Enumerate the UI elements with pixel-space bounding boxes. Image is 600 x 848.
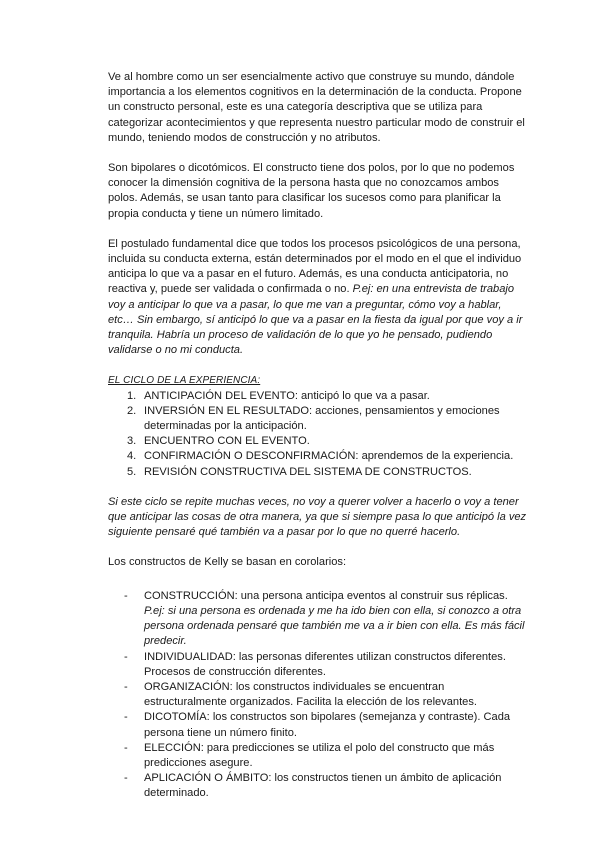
step-text: INVERSIÓN EN EL RESULTADO: acciones, pensamientos y emociones determinadas por la anticipación. (144, 404, 500, 433)
step-number: 2. (127, 404, 137, 417)
step-number: 1. (127, 389, 137, 402)
paragraph-bipolar: Son bipolares o dicotómicos. El constructo tiene dos polos, por lo que no podemos conocer la dimensión cognitiva de la persona hasta que no conozcamos ambos polos. Además, se usan tanto para clasificar los sucesos como para planificar la propia conducta y tiene un número limitado. (108, 162, 515, 220)
postulate-example: P.ej: en una entrevista de trabajo voy a anticipar lo que va a pasar, lo que me van a preguntar, cómo voy a hablar, etc… Sin embargo, sí anticipó lo que va a pasar en la fiesta da igual por que voy a ir tranquila. Habría un proceso de validación de lo que yo he pensado, pudiendo validarse o no mi conducta. (108, 283, 523, 357)
cycle-step (108, 389, 528, 404)
dash-marker: - (124, 772, 128, 785)
corollaries-intro: Los constructos de Kelly se basan en corolarios: (108, 556, 347, 569)
corollary-item (108, 771, 528, 801)
dash-marker: - (124, 680, 128, 693)
dash-marker: - (124, 650, 128, 663)
cycle-step (108, 449, 528, 464)
step-text: ANTICIPACIÓN DEL EVENTO: anticipó lo que va a pasar. (144, 389, 430, 402)
corollary-text: INDIVIDUALIDAD: las personas diferentes utilizan constructos diferentes. Procesos de construcción diferentes. (144, 650, 506, 678)
cycle-note: Si este ciclo se repite muchas veces, no voy a querer volver a hacerlo o voy a tener que anticipar las cosas de otra manera, ya que si siempre pasa lo que anticipó la vez siguiente pensaré qué también va a pasar por lo que no querré hacerlo. (108, 495, 527, 539)
cycle-step (108, 465, 528, 480)
document-page (108, 70, 528, 802)
cycle-step (108, 404, 528, 434)
corollary-text: CONSTRUCCIÓN: una persona anticipa eventos al construir sus réplicas. (144, 589, 508, 602)
corollary-example: P.ej: si una persona es ordenada y me ha ido bien con ella, si conozco a otra persona ordenada pensaré que también me va a ir bien con ella. Es más fácil predecir. (144, 604, 525, 648)
paragraph-intro: Ve al hombre como un ser esencialmente activo que construye su mundo, dándole importancia a los elementos cognitivos en la determinación de la conducta. Propone un constructo personal, este es una categoría descriptiva que se utiliza para categorizar acontecimientos y que representa nuestro particular modo de construir el mundo, teniendo modos de construcción y no atributos. (108, 71, 525, 144)
cycle-steps-list (108, 389, 528, 480)
corollary-item (108, 589, 528, 650)
step-text: ENCUENTRO CON EL EVENTO. (144, 435, 310, 448)
dash-marker: - (124, 741, 128, 754)
step-text: CONFIRMACIÓN O DESCONFIRMACIÓN: aprendemos de la experiencia. (144, 450, 514, 463)
corollary-item (108, 741, 528, 771)
paragraph-postulate (108, 237, 528, 359)
step-text: REVISIÓN CONSTRUCTIVA DEL SISTEMA DE CONSTRUCTOS. (144, 465, 472, 478)
postulate-text: El postulado fundamental dice que todos los procesos psicológicos de una persona, incluida su conducta externa, están determinados por el modo en el que el individuo anticipa lo que va a pasar en el futuro. Además, es una conducta anticipatoria, no reactiva y, puede ser validada o confirmada o no. (108, 237, 522, 296)
corollary-text: ORGANIZACIÓN: los constructos individuales se encuentran estructuralmente organizados. Facilita la elección de los relevantes. (144, 680, 477, 709)
cycle-heading: EL CICLO DE LA EXPERIENCIA: (108, 375, 261, 387)
step-number: 3. (127, 435, 137, 448)
corollary-text: APLICACIÓN O ÁMBITO: los constructos tienen un ámbito de aplicación determinado. (144, 772, 502, 800)
corollary-item (108, 680, 528, 710)
corollaries-list (108, 589, 528, 802)
corollary-text: DICOTOMÍA: los constructos son bipolares (semejanza y contraste). Cada persona tiene un número finito. (144, 711, 511, 739)
corollary-text: ELECCIÓN: para predicciones se utiliza el polo del constructo que más predicciones asegure. (144, 741, 495, 769)
step-number: 4. (127, 450, 137, 463)
step-number: 5. (127, 465, 137, 478)
dash-marker: - (124, 589, 128, 602)
cycle-step (108, 434, 528, 449)
corollary-item (108, 710, 528, 740)
dash-marker: - (124, 711, 128, 724)
corollary-item (108, 650, 528, 680)
